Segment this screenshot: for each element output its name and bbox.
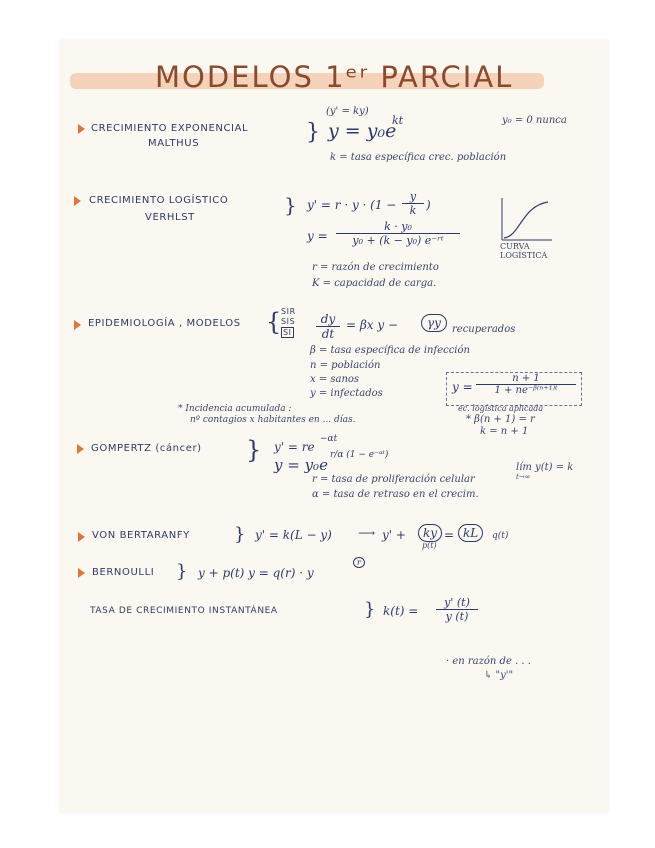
exp-k-definition: k = tasa específica crec. población (330, 152, 507, 163)
exp-label: CRECIMIENTO EXPONENCIAL (91, 123, 249, 134)
epi-n-definition: n = población (310, 360, 381, 371)
box-denominator: 1 + ne⁻ᵝ⁽ⁿ⁺¹⁾ᵗ (476, 384, 576, 396)
log-eq1: y' = r · y · (1 − (307, 198, 397, 212)
model-sis: SIS (281, 317, 296, 326)
gompertz-label: GOMPERTZ (cáncer) (91, 443, 202, 454)
gompertz-limit: lím y(t) = k (516, 462, 574, 473)
log-label: CRECIMIENTO LOGÍSTICO (89, 195, 229, 206)
bertalanffy-kl-term: kL (458, 524, 483, 542)
instant-rate-note: · en razón de . . . (446, 656, 531, 667)
instant-rate-label: TASA DE CRECIMIENTO INSTANTÁNEA (90, 606, 278, 616)
log-eq1-close: ) (426, 198, 431, 212)
epi-gamma-term: γy (421, 314, 447, 332)
log-brace: } (284, 193, 297, 217)
instant-rate-den: y (t) (436, 609, 478, 623)
exp-label-author: MALTHUS (148, 138, 200, 149)
gompertz-eq1-exp: −αt (320, 434, 338, 444)
curve-label: CURVA (500, 242, 530, 251)
gompertz-eq2-exp: r/α (1 − e⁻ᵅᵗ) (330, 450, 389, 460)
log-r-definition: r = razón de crecimiento (312, 262, 439, 273)
gompertz-limit-sub: t→∞ (516, 473, 531, 481)
box-caption: ec. logística aplicada (458, 404, 544, 413)
section-bullet-icon (78, 568, 85, 578)
log-eq2-denominator: y₀ + (k − y₀) e⁻ʳᵗ (336, 233, 460, 247)
instant-rate-lhs: k(t) = (383, 604, 419, 618)
instant-rate-fraction (436, 596, 478, 623)
epi-brace: { (266, 308, 282, 336)
gompertz-brace: } (246, 436, 262, 464)
epi-x-definition: x = sanos (310, 374, 360, 385)
page-title: MODELOS 1ᵉʳ PARCIAL (155, 60, 514, 94)
section-bullet-icon (78, 124, 85, 134)
exp-side-note: (y' = ky) (326, 106, 369, 117)
exp-brace: } (306, 120, 320, 145)
gompertz-alpha-definition: α = tasa de retraso en el crecim. (312, 489, 479, 500)
bertalanffy-equals: = (444, 528, 455, 542)
bertalanffy-eq2: y' + (382, 528, 406, 542)
model-sir: SIR (281, 307, 296, 316)
instant-rate-brace: } (364, 599, 376, 620)
gompertz-eq2: y = y₀e (274, 456, 328, 474)
bertalanffy-label: VON BERTARANFY (92, 530, 190, 541)
section-bullet-icon (78, 532, 85, 542)
incidence-note-title: * Incidencia acumulada : (178, 404, 292, 414)
epi-y-definition: y = infectados (310, 388, 383, 399)
box-lhs: y = (452, 380, 473, 394)
instant-rate-num: y' (t) (444, 596, 470, 609)
section-bullet-icon (77, 444, 84, 454)
epi-label: EPIDEMIOLOGÍA , MODELOS (88, 318, 241, 329)
bertalanffy-q: q(t) (492, 531, 509, 541)
bertalanffy-eq: y' = k(L − y) (255, 528, 332, 542)
bernoulli-eq: y + p(t) y = q(r) · y (198, 566, 314, 580)
box-numerator: n + 1 (512, 373, 540, 384)
epi-relation-2: k = n + 1 (480, 426, 529, 437)
bertalanffy-p: p(t) (422, 541, 437, 550)
box-fraction (476, 373, 576, 396)
epi-dt: dt (316, 326, 340, 341)
log-eq1-numerator: y (409, 190, 417, 203)
bernoulli-exp: r (353, 557, 365, 568)
log-eq2-numerator: k · y₀ (384, 220, 412, 233)
epi-recovered-label: recuperados (452, 324, 516, 335)
log-eq1-fraction (402, 190, 424, 217)
log-eq2-lhs: y = (307, 229, 328, 243)
arrow-right-icon: ⟶ (358, 526, 376, 540)
epi-derivative (316, 312, 340, 341)
logistic-curve-sketch (498, 196, 554, 244)
section-bullet-icon (74, 320, 81, 330)
log-label-author: VERHLST (145, 212, 195, 223)
epi-dy: dy (320, 312, 336, 326)
section-bullet-icon (74, 196, 81, 206)
model-si: SI (283, 328, 292, 337)
gompertz-eq1: y' = re (274, 440, 315, 454)
log-eq2-fraction (336, 220, 460, 247)
log-k-definition: K = capacidad de carga. (312, 278, 437, 289)
exp-initial-note: y₀ = 0 nunca (502, 115, 567, 126)
exp-exponent: kt (392, 114, 404, 127)
bertalanffy-brace: } (234, 524, 246, 545)
gompertz-r-definition: r = tasa de proliferación celular (312, 474, 475, 485)
curve-label-2: LOGÍSTICA (500, 251, 548, 260)
epi-relation-1: * β(n + 1) = r (466, 414, 535, 425)
exp-equation: y = y₀e (328, 120, 397, 142)
epi-equation: = βx y − (346, 318, 399, 332)
bertalanffy-ky-term: ky (418, 524, 442, 542)
incidence-note-body: nº contagios x habitantes en ... días. (190, 415, 356, 425)
bernoulli-label: BERNOULLI (92, 567, 155, 578)
bernoulli-brace: } (176, 561, 188, 582)
log-eq1-denominator: k (402, 203, 424, 217)
epi-beta-definition: β = tasa específica de infección (310, 345, 470, 356)
instant-rate-note-2: ↳ "y'" (484, 670, 514, 681)
